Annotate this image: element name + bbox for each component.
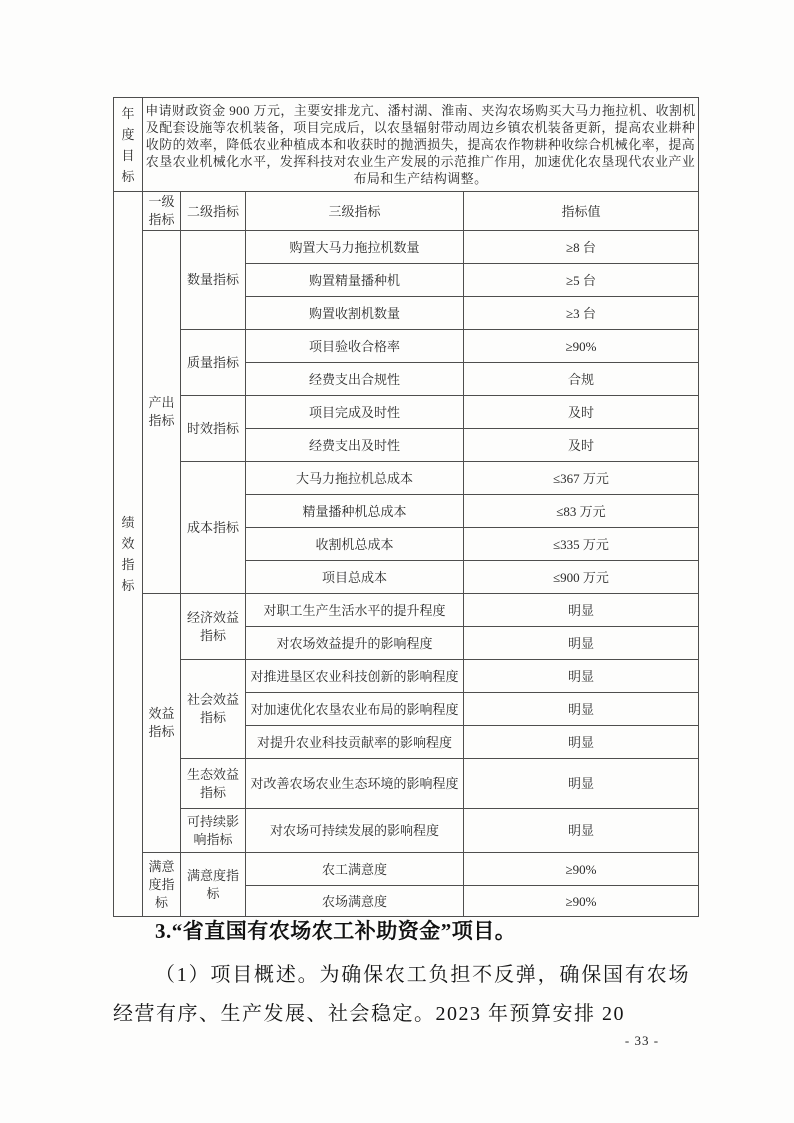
indicator-cell: 对职工生产生活水平的提升程度	[246, 594, 464, 627]
annual-goal-label: 年度目标	[121, 105, 135, 184]
value-cell: 明显	[464, 660, 699, 693]
indicator-cell: 项目总成本	[246, 561, 464, 594]
value-cell: 及时	[464, 429, 699, 462]
page-number: - 33 -	[624, 1033, 660, 1048]
indicator-cell: 对农场可持续发展的影响程度	[246, 809, 464, 853]
value-cell: ≥3 台	[464, 297, 699, 330]
indicator-cell: 精量播种机总成本	[246, 495, 464, 528]
level2-quality: 质量指标	[181, 330, 246, 396]
indicator-cell: 经费支出合规性	[246, 363, 464, 396]
indicator-cell: 农场满意度	[246, 886, 464, 917]
value-cell: 明显	[464, 627, 699, 660]
indicator-cell: 项目验收合格率	[246, 330, 464, 363]
table-row	[114, 660, 699, 693]
level2-timeliness: 时效指标	[181, 396, 246, 462]
annual-goal-label-cell	[114, 98, 143, 192]
indicator-cell: 对提升农业科技贡献率的影响程度	[246, 726, 464, 759]
annual-goal-row	[114, 98, 699, 192]
body-paragraph: （1）项目概述。为确保农工负担不反弹，确保国有农场经营有序、生产发展、社会稳定。2023 年预算安排 20	[113, 964, 690, 1025]
value-cell: 明显	[464, 594, 699, 627]
value-cell: ≥8 台	[464, 231, 699, 264]
indicator-cell: 对改善农场农业生态环境的影响程度	[246, 759, 464, 809]
level1-benefit: 效益指标	[143, 594, 181, 853]
section-heading: 3.“省直国有农场农工补助资金”项目。	[155, 919, 517, 943]
value-cell: ≤83 万元	[464, 495, 699, 528]
indicator-cell: 对农场效益提升的影响程度	[246, 627, 464, 660]
indicator-cell: 项目完成及时性	[246, 396, 464, 429]
indicator-cell: 对加速优化农垦农业布局的影响程度	[246, 693, 464, 726]
indicator-cell: 经费支出及时性	[246, 429, 464, 462]
table-row	[114, 231, 699, 264]
table-row	[114, 330, 699, 363]
value-cell: 明显	[464, 809, 699, 853]
value-cell: 明显	[464, 726, 699, 759]
value-cell: ≤367 万元	[464, 462, 699, 495]
perf-side-label: 绩效指标	[121, 515, 135, 593]
level2-satisfaction: 满意度指标	[181, 853, 246, 917]
value-cell: 明显	[464, 693, 699, 726]
table-row	[114, 396, 699, 429]
table-row	[114, 759, 699, 809]
table-row	[114, 594, 699, 627]
table-row	[114, 809, 699, 853]
level2-cost: 成本指标	[181, 462, 246, 594]
indicator-cell: 收割机总成本	[246, 528, 464, 561]
table-header-row	[114, 192, 699, 231]
value-cell: 及时	[464, 396, 699, 429]
level1-satisfaction: 满意度指标	[143, 853, 181, 917]
level2-ecological: 生态效益指标	[181, 759, 246, 809]
header-level3: 三级指标	[246, 192, 464, 231]
perf-side-label-cell	[114, 192, 143, 917]
value-cell: ≥5 台	[464, 264, 699, 297]
header-level2: 二级指标	[181, 192, 246, 231]
level2-social: 社会效益指标	[181, 660, 246, 759]
table-row	[114, 853, 699, 886]
level2-economic: 经济效益指标	[181, 594, 246, 660]
table-row	[114, 462, 699, 495]
performance-indicator-table	[113, 97, 699, 917]
value-cell: ≤335 万元	[464, 528, 699, 561]
indicator-cell: 对推进垦区农业科技创新的影响程度	[246, 660, 464, 693]
header-level1: 一级指标	[143, 192, 181, 231]
level2-sustainability: 可持续影响指标	[181, 809, 246, 853]
value-cell: ≥90%	[464, 853, 699, 886]
indicator-cell: 购置大马力拖拉机数量	[246, 231, 464, 264]
level2-quantity: 数量指标	[181, 231, 246, 330]
indicator-cell: 农工满意度	[246, 853, 464, 886]
level1-output: 产出指标	[143, 231, 181, 594]
value-cell: 合规	[464, 363, 699, 396]
value-cell: ≥90%	[464, 330, 699, 363]
annual-goal-text: 申请财政资金 900 万元，主要安排龙亢、潘村湖、淮南、夹沟农场购买大马力拖拉机、收割机及配套设施等农机装备，项目完成后，以农垦辐射带动周边乡镇农机装备更新，提高农业耕种收防的效率，降低农业种植成本和收获时的抛洒损失，提高农作物耕种收综合机械化率，提高农垦农业机械化水平，发挥科技对农业生产发展的示范推广作用，加速优化农垦现代农业产业布局和生产结构调整。	[143, 98, 699, 192]
header-value: 指标值	[464, 192, 699, 231]
indicator-cell: 购置收割机数量	[246, 297, 464, 330]
indicator-cell: 购置精量播种机	[246, 264, 464, 297]
value-cell: ≤900 万元	[464, 561, 699, 594]
value-cell: 明显	[464, 759, 699, 809]
indicator-cell: 大马力拖拉机总成本	[246, 462, 464, 495]
value-cell: ≥90%	[464, 886, 699, 917]
